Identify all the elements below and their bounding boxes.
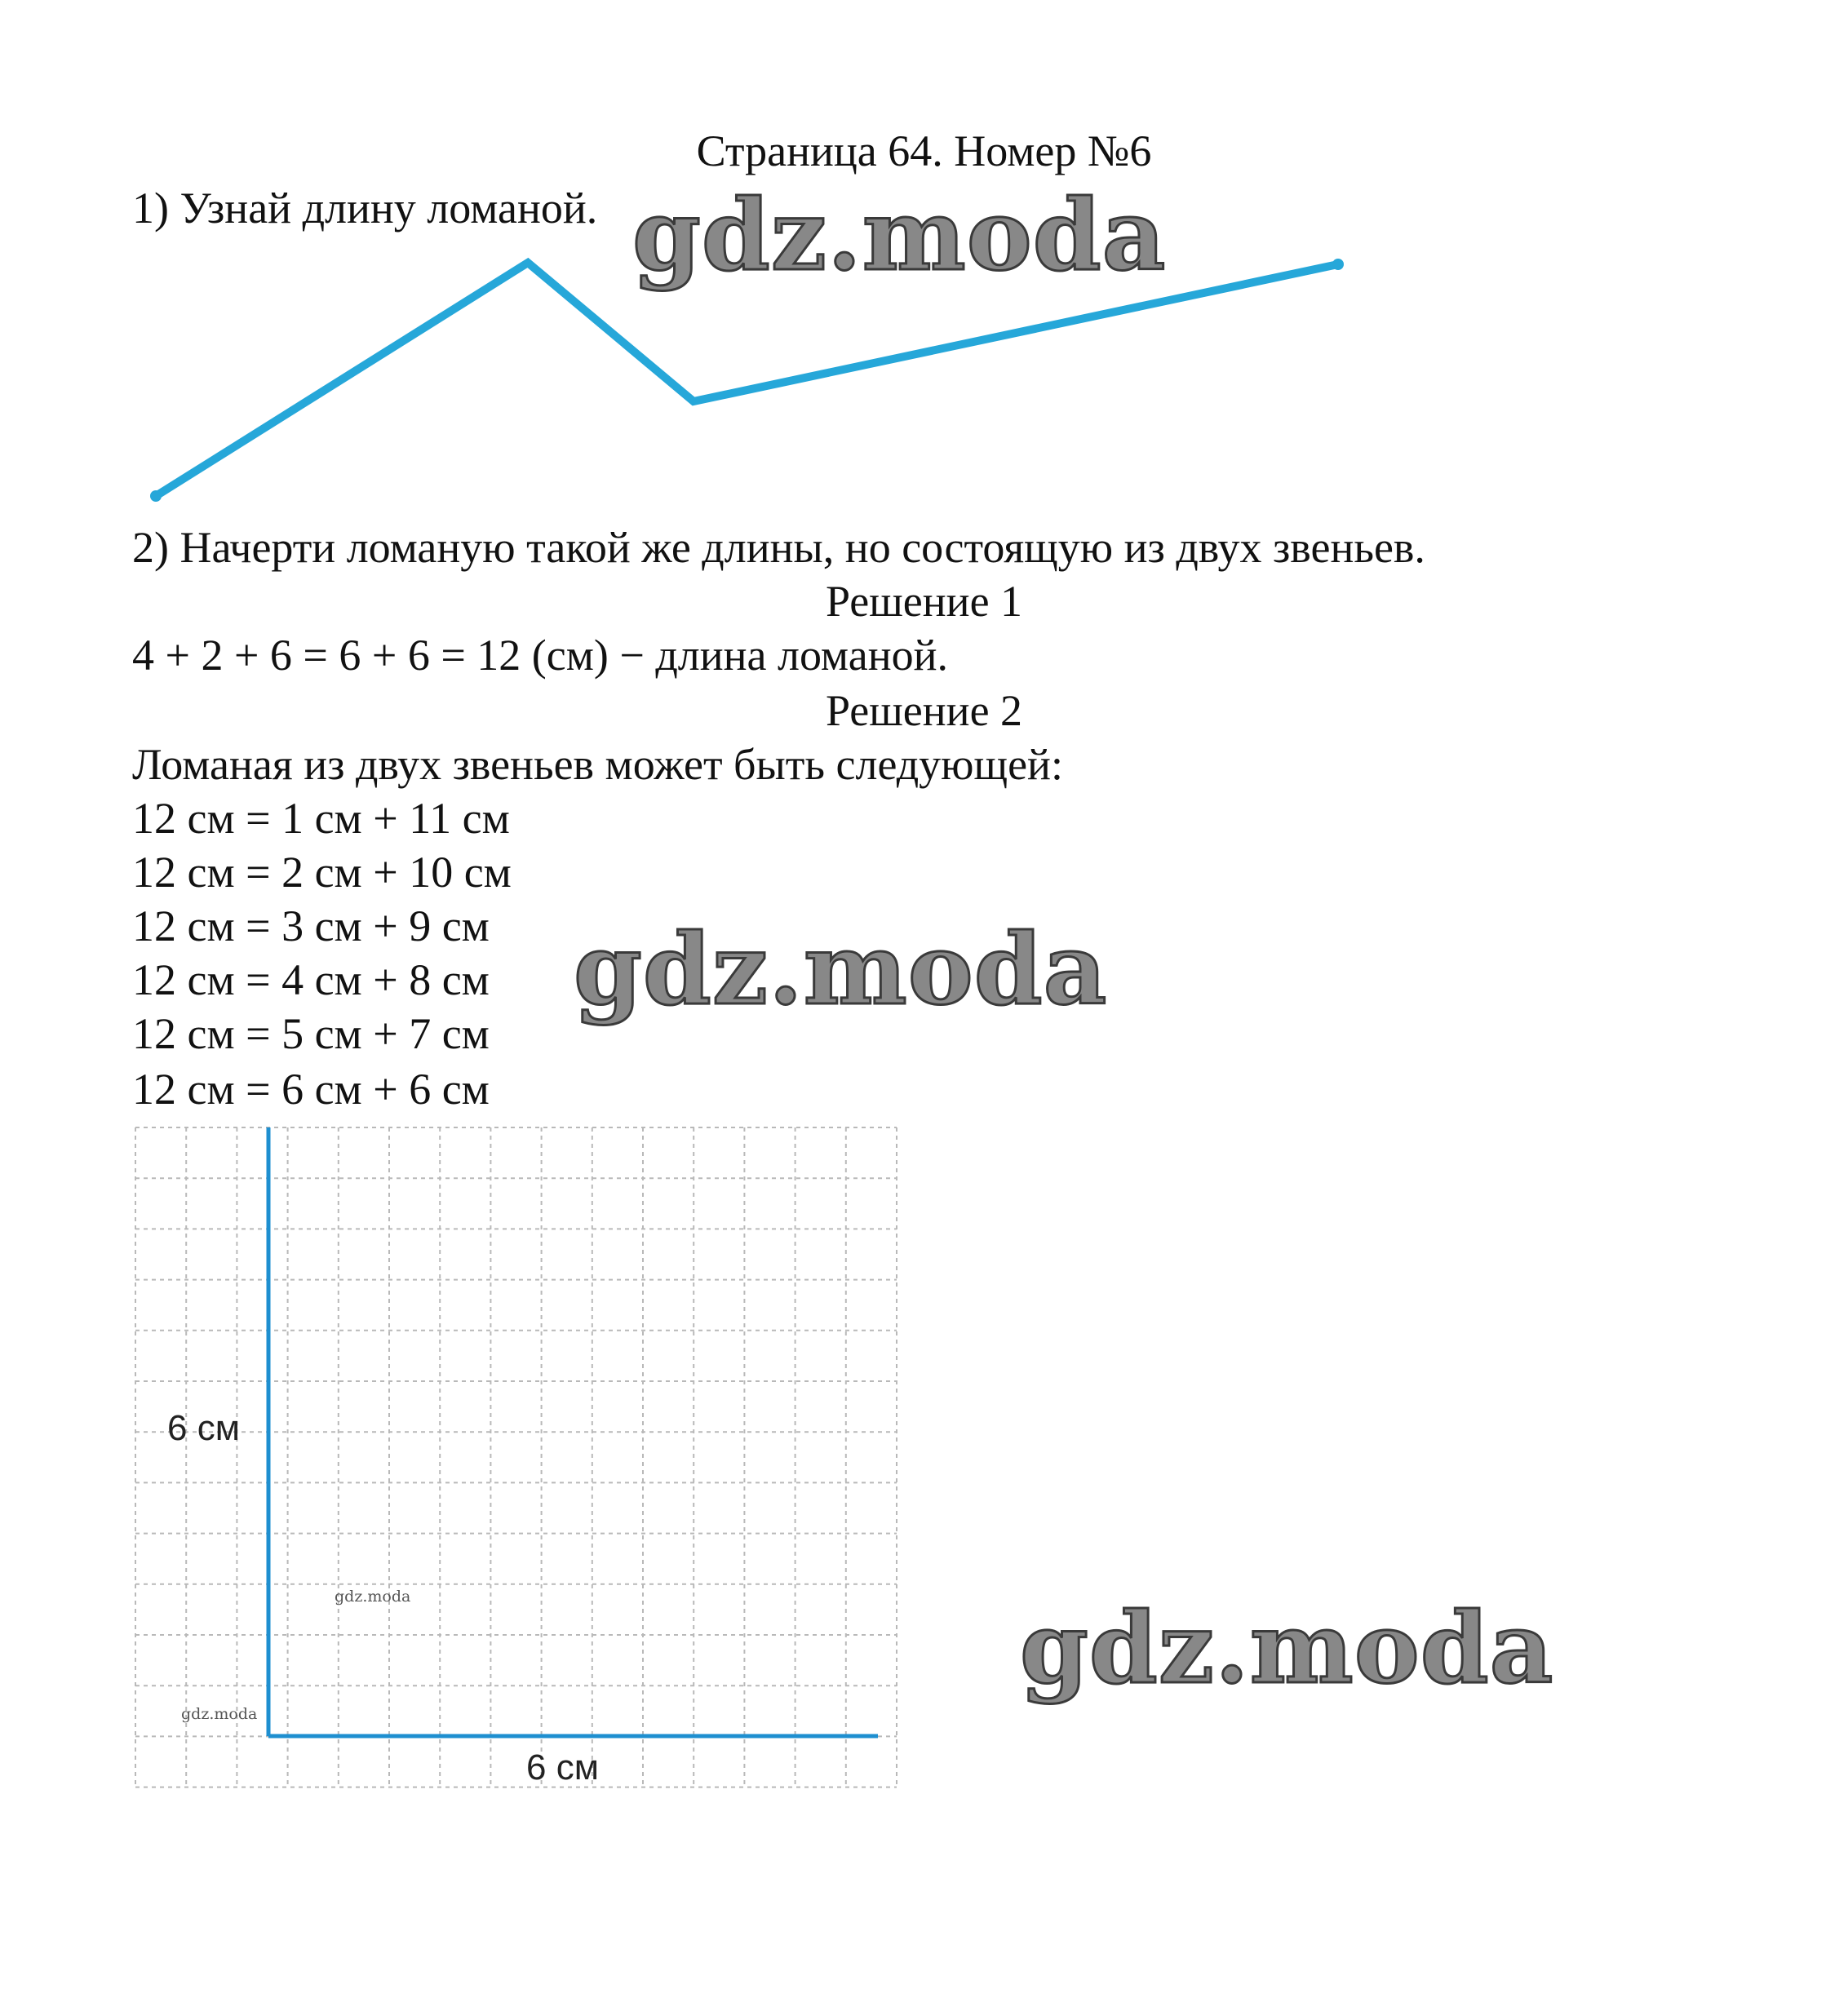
solution-2-option: 12 см = 4 см + 8 см bbox=[132, 955, 490, 1004]
watermark-logo: gdz.moda bbox=[574, 912, 1108, 1027]
task-part-1: 1) Узнай длину ломаной. bbox=[132, 184, 598, 233]
vertical-length-label: 6 см bbox=[167, 1408, 240, 1448]
solution-2-option: 12 см = 5 см + 7 см bbox=[132, 1009, 490, 1058]
watermark-logo: gdz.moda bbox=[632, 178, 1167, 293]
solution-1-text: 4 + 2 + 6 = 6 + 6 = 12 (см) − длина ломаной. bbox=[132, 631, 949, 680]
grid-lines bbox=[135, 1127, 897, 1787]
solution-2-option: 12 см = 2 см + 10 см bbox=[132, 848, 512, 897]
solution-2-option: 12 см = 1 см + 11 см bbox=[132, 794, 510, 843]
solution-2-heading: Решение 2 bbox=[825, 686, 1023, 735]
solution-2-option: 12 см = 6 см + 6 см bbox=[132, 1065, 490, 1114]
polyline-endpoint-end bbox=[1332, 259, 1344, 270]
watermark-logo: gdz.moda bbox=[1020, 1591, 1554, 1706]
grid-drawing bbox=[131, 1118, 914, 1795]
task-part-2: 2) Начерти ломаную такой же длины, но состоящую из двух звеньев. bbox=[132, 523, 1425, 572]
polyline-figure bbox=[135, 233, 1358, 502]
watermark-small: gdz.moda bbox=[335, 1588, 411, 1606]
solution-1-heading: Решение 1 bbox=[825, 577, 1023, 626]
solution-2-intro: Ломаная из двух звеньев может быть следующей: bbox=[132, 740, 1063, 789]
polyline bbox=[156, 263, 1338, 496]
page-title: Страница 64. Номер №6 bbox=[696, 126, 1152, 175]
solution-2-option: 12 см = 3 см + 9 см bbox=[132, 901, 490, 950]
polyline-endpoint-start bbox=[150, 490, 162, 502]
watermark-small: gdz.moda bbox=[181, 1705, 258, 1723]
horizontal-length-label: 6 см bbox=[526, 1747, 599, 1787]
